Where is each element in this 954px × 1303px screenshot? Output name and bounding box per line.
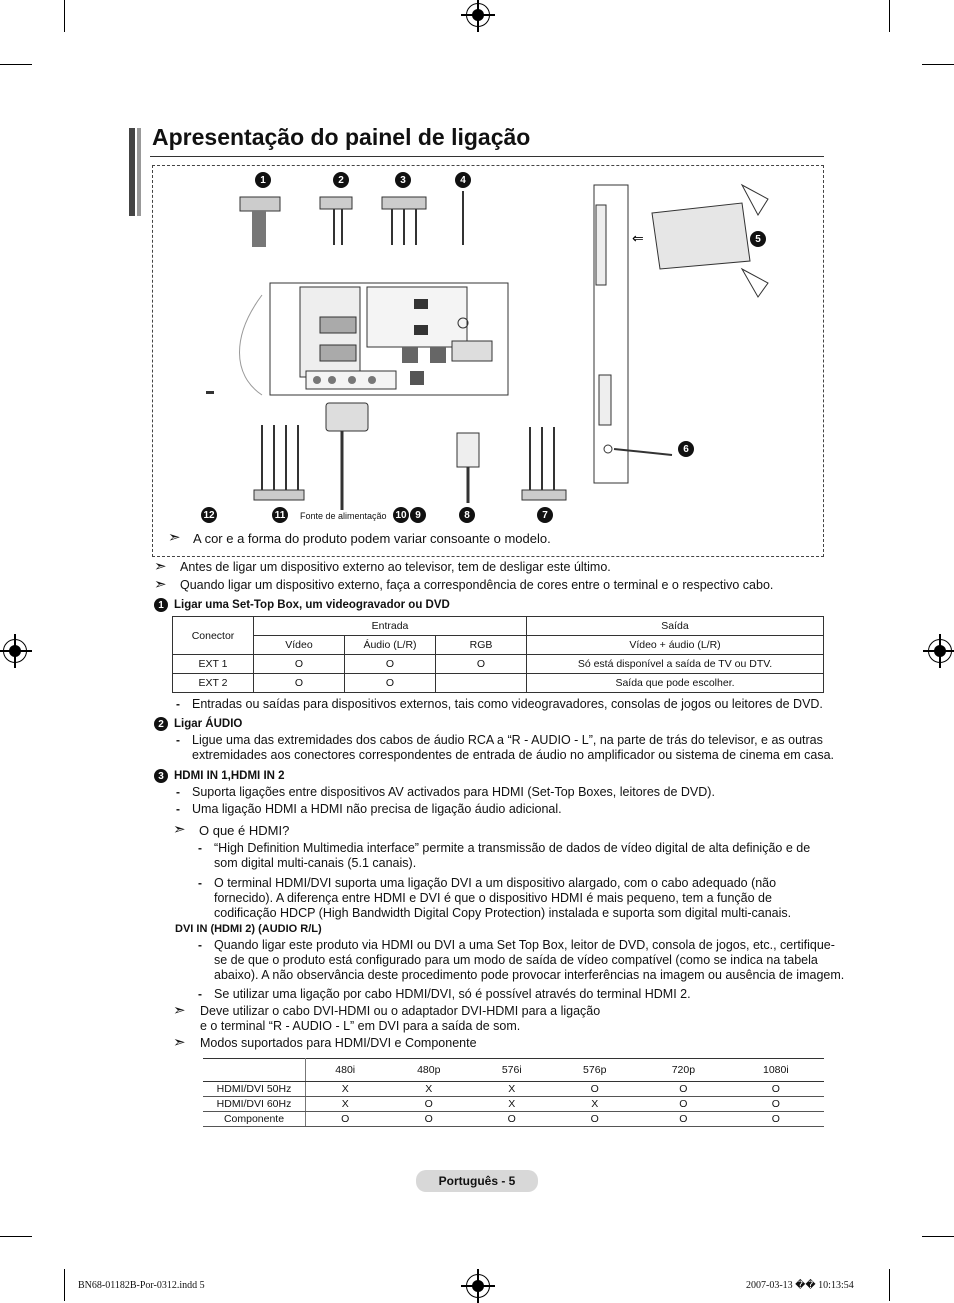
modes-table [203,1058,824,1127]
dvi-desc-1-line-1: Quando ligar este produto via HDMI ou DVI a uma Set Top Box, leitor de DVD, consola de jogos, etc., certifique- [214,938,835,952]
section-3-number: 3 [154,769,168,783]
footer-filename: BN68-01182B-Por-0312.indd 5 [78,1280,205,1291]
section-2-number: 2 [154,717,168,731]
callout-6: 6 [678,441,694,457]
note-arrow-icon: ➣ [154,558,167,575]
sub-audio: Áudio (L/R) [345,636,436,655]
col-saida: Saída [527,617,824,636]
col-720p: 720p [639,1059,728,1082]
table-row: HDMI/DVI 50Hz X X X O O O [203,1082,824,1097]
section-1-number: 1 [154,598,168,612]
page-number-badge: Português - 5 [416,1170,538,1192]
section-3-bullet-2: Uma ligação HDMI a HDMI não precisa de ligação áudio adicional. [192,802,562,816]
note-arrow-icon: ➣ [154,576,167,593]
callout-10: 10 [393,507,409,523]
connection-panel-diagram [152,165,824,557]
crop-mark [922,64,954,65]
col-480p: 480p [384,1059,473,1082]
crop-mark [889,1269,890,1301]
col-1080i: 1080i [728,1059,824,1082]
connector-table [172,616,824,693]
sub-video: Vídeo [254,636,345,655]
registration-mark-icon [3,639,27,663]
sub-rgb: RGB [436,636,527,655]
col-entrada: Entrada [254,617,527,636]
crop-mark [64,1269,65,1301]
dvi-desc-2: Se utilizar uma ligação por cabo HDMI/DVI, só é possível através do terminal HDMI 2. [214,987,691,1001]
section-3-title: HDMI IN 1,HDMI IN 2 [174,770,285,783]
hdmi-desc-2-line-2: fornecido). A diferença entre HDMI e DVI é que o dispositivo HDMI é mais pequeno, tem a função de [214,891,772,905]
hdmi-desc-2-line-3: codificação HDCP (High Bandwidth Digital Copy Protection) instalada e suporta som digital multi-canais. [214,906,792,920]
crop-mark [64,0,65,32]
bullet-dash: - [198,841,202,855]
dvi-desc-1-line-3: abaixo). A não observância deste procedimento pode provocar interferências na imagem ou ausência de imagem. [214,968,845,982]
section-2-title: Ligar ÁUDIO [174,718,243,731]
hdmi-desc-2-line-1: O terminal HDMI/DVI suporta uma ligação DVI a um dispositivo alargado, com o cabo adequado (não [214,876,777,890]
col-576i: 576i [473,1059,550,1082]
callout-8: 8 [459,507,475,523]
bullet-dash: - [198,938,202,952]
callout-7: 7 [537,507,553,523]
table-row: EXT 1 O O O Só está disponível a saída de TV ou DTV. [173,655,824,674]
table-row: HDMI/DVI 60Hz X O X X O O [203,1097,824,1112]
note-arrow-icon: ➣ [173,1002,186,1019]
note-2: Quando ligar um dispositivo externo, faça a correspondência de cores entre o terminal e o respectivo cabo. [180,578,774,592]
callout-12: 12 [201,507,217,523]
table-row: EXT 2 O O Saída que pode escolher. [173,674,824,693]
title-underline [150,156,824,157]
registration-mark-icon [928,639,952,663]
hdmi-desc-1-line-2: som digital multi-canais (5.1 canais). [214,856,417,870]
section-1-title: Ligar uma Set-Top Box, um videogravador ou DVD [174,599,450,612]
crop-mark [889,0,890,32]
callout-2: 2 [333,172,349,188]
section-3-bullet-1: Suporta ligações entre dispositivos AV activados para HDMI (Set-Top Boxes, leitores de DVD). [192,785,715,799]
title-bar-accent [129,128,135,216]
dvi-desc-1-line-2: se de que o produto está configurado para um modo de saída de vídeo compatível (como se indica na tabela [214,953,818,967]
section-3-heading [154,769,285,783]
svg-text:⇐: ⇐ [632,231,644,247]
title-bar-accent [137,128,141,216]
callout-11: 11 [272,507,288,523]
section-2-heading [154,717,242,731]
footer-date: 2007-03-13 �� 10:13:54 [746,1280,854,1291]
note-arrow-icon: ➣ [173,1034,186,1051]
power-label: Fonte de alimentação [300,511,387,521]
callout-1: 1 [255,172,271,188]
crop-mark [0,64,32,65]
callout-5: 5 [750,231,766,247]
section-1-heading [154,598,450,612]
table-row: Componente O O O O O O [203,1112,824,1127]
registration-mark-icon [466,1274,490,1298]
bullet-dash: - [176,733,180,747]
bullet-dash: - [176,785,180,799]
bullet-dash: - [176,697,180,711]
section-2-bullet-line-1: Ligue uma das extremidades dos cabos de áudio RCA a “R - AUDIO - L”, na parte de trás do televisor, e as outras [192,733,823,747]
crop-mark [922,1236,954,1237]
bullet-dash: - [198,987,202,1001]
hdmi-desc-1-line-1: “High Definition Multimedia interface” permite a transmissão de dados de vídeo digital de alta definição e de [214,841,811,855]
section-2-bullet-line-2: extremidades aos conectores correspondentes de entrada de áudio no amplificador ou sistema de cinema em casa. [192,748,835,762]
dvi-heading: DVI IN (HDMI 2) (AUDIO R/L) [175,923,322,935]
crop-mark [0,1236,32,1237]
bullet-dash: - [198,876,202,890]
diagram-note: A cor e a forma do produto podem variar consoante o modelo. [193,531,551,546]
page-title: Apresentação do painel de ligação [152,124,531,150]
sub-video-audio: Vídeo + áudio (L/R) [527,636,824,655]
bullet-dash: - [176,802,180,816]
dvi-note-1-line-2: e o terminal “R - AUDIO - L” em DVI para a saída de som. [200,1019,521,1033]
registration-mark-icon [466,3,490,27]
what-is-hdmi: O que é HDMI? [199,823,290,838]
note-arrow-icon: ➣ [173,821,186,838]
section-1-bullet: Entradas ou saídas para dispositivos externos, tais como videogravadores, consolas de jogos ou leitores de DVD. [192,697,823,711]
note-arrow-icon: ➣ [168,529,181,546]
note-1: Antes de ligar um dispositivo externo ao televisor, tem de desligar este último. [180,560,611,574]
callout-4: 4 [455,172,471,188]
dvi-note-1-line-1: Deve utilizar o cabo DVI-HDMI ou o adaptador DVI-HDMI para a ligação [200,1004,601,1018]
col-conector: Conector [173,617,254,655]
callout-9: 9 [410,507,426,523]
callout-3: 3 [395,172,411,188]
col-480i: 480i [306,1059,385,1082]
col-576p: 576p [550,1059,639,1082]
dvi-note-2: Modos suportados para HDMI/DVI e Componente [200,1036,477,1050]
